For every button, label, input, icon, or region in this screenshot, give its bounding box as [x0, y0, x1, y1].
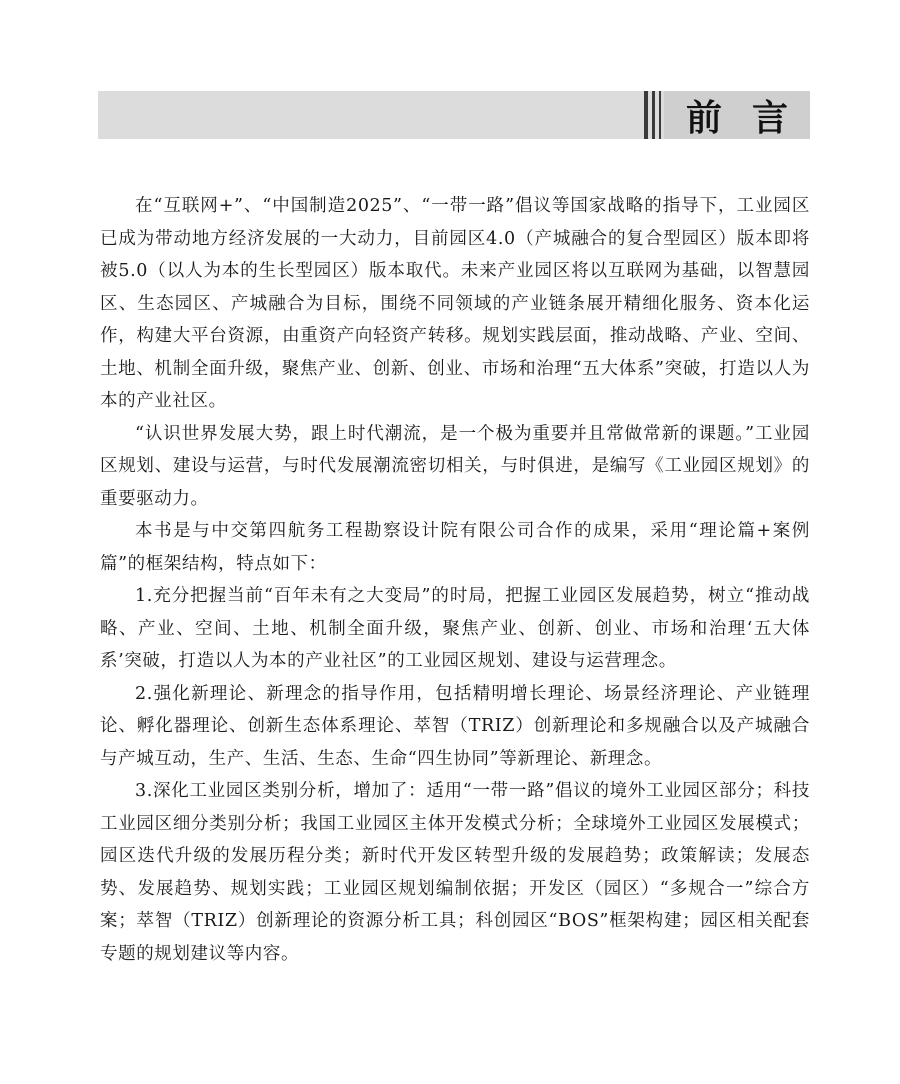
header-divider-rule: [644, 91, 648, 139]
chapter-title-box: [664, 91, 818, 139]
preface-paragraph: 在“互联网+”、“中国制造2025”、“一带一路”倡议等国家战略的指导下，工业园区已成为带动地方经济发展的一大动力，目前园区4.0（产城融合的复合型园区）版本即将被5.0（以人为本的生长型园区）版本取代。未来产业园区将以互联网为基础，以智慧园区、生态园区、产城融合为目标，围绕不同领域的产业链条展开精细化服务、资本化运作，构建大平台资源，由重资产向轻资产转移。规划实践层面，推动战略、产业、空间、土地、机制全面升级，聚焦产业、创新、创业、市场和治理“五大体系”突破，打造以人为本的产业社区。: [100, 196, 810, 411]
header-divider-rule: [659, 91, 661, 139]
chapter-header-bar: [98, 91, 818, 139]
preface-body: [100, 190, 810, 970]
preface-paragraph: 3.深化工业园区类别分析，增加了：适用“一带一路”倡议的境外工业园区部分；科技工业园区细分类别分析；我国工业园区主体开发模式分析；全球境外工业园区发展模式；园区迭代升级的发展历程分类；新时代开发区转型升级的发展趋势；政策解读；发展态势、发展趋势、规划实践；工业园区规划编制依据；开发区（园区）“多规合一”综合方案；萃智（TRIZ）创新理论的资源分析工具；科创园区“BOS”框架构建；园区相关配套专题的规划建议等内容。: [100, 781, 810, 964]
header-divider-rule: [652, 91, 655, 139]
preface-paragraph: 1.充分把握当前“百年未有之大变局”的时局，把握工业园区发展趋势，树立“推动战略、产业、空间、土地、机制全面升级，聚焦产业、创新、创业、市场和治理‘五大体系’突破，打造以人为本的产业社区”的工业园区规划、建设与运营理念。: [100, 586, 810, 671]
preface-paragraph: “认识世界发展大势，跟上时代潮流，是一个极为重要并且常做常新的课题。”工业园区规划、建设与运营，与时代发展潮流密切相关，与时俱进，是编写《工业园区规划》的重要驱动力。: [100, 423, 810, 509]
chapter-title: 前言: [685, 96, 818, 139]
preface-paragraph: 2.强化新理论、新理念的指导作用，包括精明增长理论、场景经济理论、产业链理论、孵化器理论、创新生态体系理论、萃智（TRIZ）创新理论和多规融合以及产城融合与产城互动，生产、生活、生态、生命“四生协同”等新理论、新理念。: [100, 683, 810, 769]
preface-paragraph: 本书是与中交第四航务工程勘察设计院有限公司合作的成果，采用“理论篇+案例篇”的框架结构，特点如下：: [100, 521, 810, 574]
